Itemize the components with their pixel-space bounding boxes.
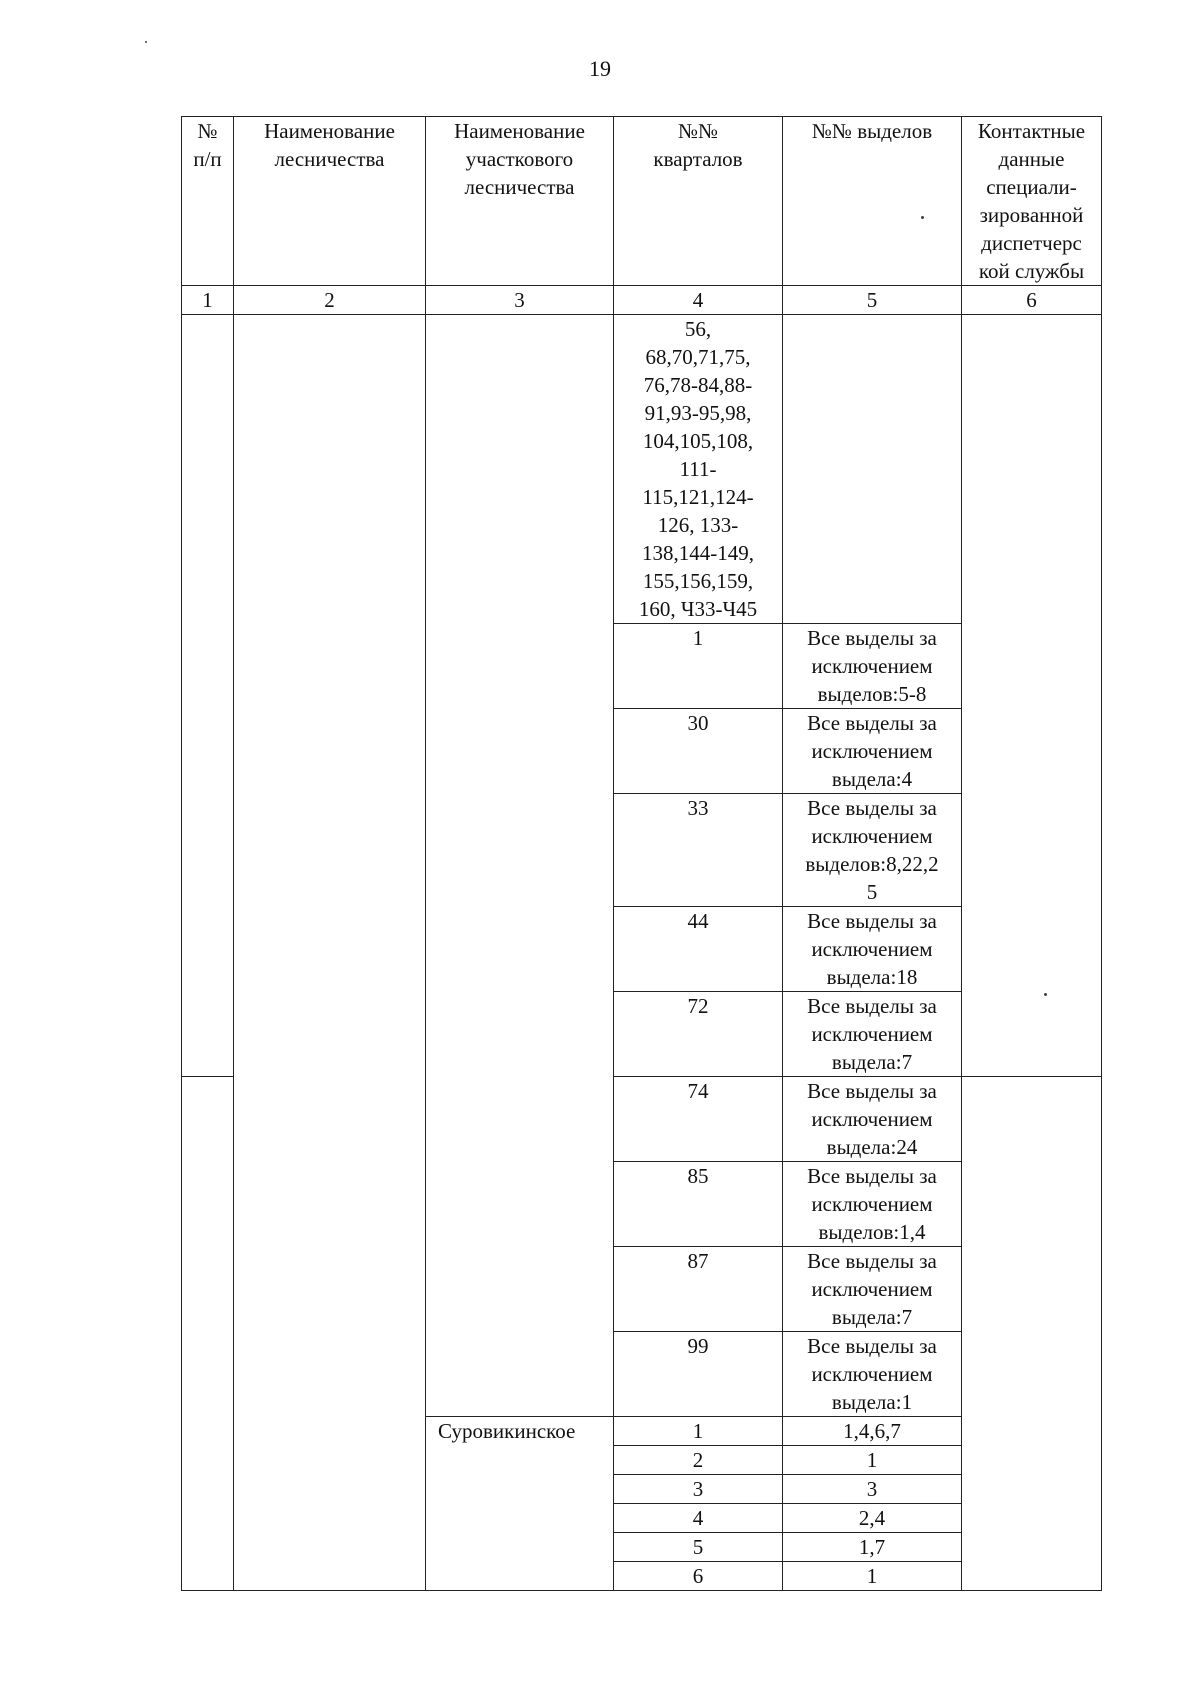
compartments-text: выдела:7: [831, 1050, 913, 1074]
compartments-cell: [783, 794, 962, 907]
compartments-text: выдела:24: [826, 1135, 918, 1159]
compartments-text: Все выделы за: [807, 1334, 937, 1358]
quarter-cell: 74: [614, 1077, 783, 1162]
forestry-name-cell: [234, 1077, 426, 1591]
compartments-text: Все выделы за: [807, 711, 937, 735]
row-number-cell: [182, 1077, 234, 1591]
compartments-text: выдела:7: [831, 1305, 913, 1329]
quarter-cell: 6: [614, 1562, 783, 1591]
table-row: [182, 315, 1102, 624]
compartments-cell: [783, 709, 962, 794]
compartments-text: Все выделы за: [807, 1249, 937, 1273]
compartments-text: исключением: [811, 1107, 933, 1131]
quarters-text: 155,156,159,: [642, 569, 754, 593]
district-name-cell: [426, 315, 614, 1077]
quarters-cell: [614, 315, 783, 624]
compartments-text: выдела:18: [826, 965, 918, 989]
header-cell: [783, 117, 962, 286]
header-cell: [426, 117, 614, 286]
compartments-cell: [783, 1077, 962, 1162]
compartments-text: Все выделы за: [807, 796, 937, 820]
column-number-cell: 1: [182, 286, 234, 315]
quarter-cell: 87: [614, 1247, 783, 1332]
compartments-cell: [783, 1162, 962, 1247]
compartments-text: исключением: [811, 654, 933, 678]
column-number-cell: 5: [783, 286, 962, 315]
header-text: Наименование: [264, 119, 395, 143]
quarters-text: 104,105,108,: [642, 429, 754, 453]
quarter-cell: 72: [614, 992, 783, 1077]
quarters-text: 76,78-84,88-: [643, 373, 753, 397]
compartments-cell: 1,7: [783, 1533, 962, 1562]
quarters-text: 160, Ч33-Ч45: [638, 597, 758, 621]
header-text: диспетчерс: [981, 231, 1082, 255]
header-text: №№ выделов: [811, 119, 933, 143]
compartments-cell: 2,4: [783, 1504, 962, 1533]
compartments-text: 5: [866, 880, 878, 904]
header-text: специали-: [986, 175, 1077, 199]
header-cell: [614, 117, 783, 286]
contacts-cell: [962, 315, 1102, 1077]
header-text: п/п: [193, 147, 222, 171]
compartments-text: выдела:4: [831, 767, 913, 791]
quarters-text: 68,70,71,75,: [645, 345, 751, 369]
compartments-text: исключением: [811, 937, 933, 961]
quarter-cell: 3: [614, 1475, 783, 1504]
quarter-cell: 30: [614, 709, 783, 794]
row-number-cell: [182, 315, 234, 1077]
district-name-cell: Суровикинское: [426, 1417, 614, 1591]
header-text: лесничества: [464, 175, 575, 199]
compartments-cell: [783, 315, 962, 624]
header-text: №№: [677, 119, 719, 143]
quarter-cell: 99: [614, 1332, 783, 1417]
compartments-text: выделов:5-8: [817, 682, 927, 706]
quarters-text: 56,: [684, 317, 712, 341]
compartments-text: исключением: [811, 1192, 933, 1216]
column-number-cell: 3: [426, 286, 614, 315]
quarter-cell: 2: [614, 1446, 783, 1475]
quarters-text: 111-: [679, 457, 717, 481]
header-text: лесничества: [274, 147, 385, 171]
quarter-cell: 1: [614, 1417, 783, 1446]
forestry-name-cell: [234, 315, 426, 1077]
compartments-text: Все выделы за: [807, 994, 937, 1018]
header-text: №: [197, 119, 218, 143]
compartments-text: выдела:1: [831, 1390, 913, 1414]
compartments-text: Все выделы за: [807, 1164, 937, 1188]
compartments-cell: [783, 907, 962, 992]
quarters-text: 138,144-149,: [642, 541, 754, 565]
header-text: Контактные: [977, 119, 1086, 143]
header-cell: [182, 117, 234, 286]
compartments-cell: 1,4,6,7: [783, 1417, 962, 1446]
compartments-text: Все выделы за: [807, 1079, 937, 1103]
header-text: данные: [998, 147, 1065, 171]
scan-speck: [145, 41, 147, 43]
forestry-table: [181, 116, 1102, 1591]
column-number-cell: 4: [614, 286, 783, 315]
district-name-cell: [426, 1077, 614, 1417]
header-text: участкового: [465, 147, 574, 171]
scan-speck: [1044, 993, 1047, 996]
page-number: 19: [589, 56, 611, 81]
quarter-cell: 1: [614, 624, 783, 709]
compartments-cell: [783, 1247, 962, 1332]
compartments-cell: [783, 624, 962, 709]
contacts-cell: [962, 1077, 1102, 1591]
compartments-text: исключением: [811, 1362, 933, 1386]
quarter-cell: 85: [614, 1162, 783, 1247]
compartments-cell: [783, 1332, 962, 1417]
quarter-cell: 33: [614, 794, 783, 907]
compartments-text: выделов:1,4: [818, 1220, 926, 1244]
quarters-text: 126, 133-: [657, 513, 739, 537]
compartments-text: Все выделы за: [807, 626, 937, 650]
header-text: зированной: [979, 203, 1084, 227]
scan-speck: [921, 216, 924, 219]
header-text: кой службы: [978, 259, 1085, 283]
header-row: [182, 117, 1102, 286]
header-text: кварталов: [653, 147, 743, 171]
compartments-cell: 3: [783, 1475, 962, 1504]
compartments-text: выделов:8,22,2: [805, 852, 939, 876]
compartments-cell: 1: [783, 1446, 962, 1475]
table-row: [182, 1077, 1102, 1162]
compartments-text: исключением: [811, 1277, 933, 1301]
quarter-cell: 5: [614, 1533, 783, 1562]
compartments-cell: [783, 992, 962, 1077]
compartments-text: Все выделы за: [807, 909, 937, 933]
header-cell: [962, 117, 1102, 286]
quarter-cell: 44: [614, 907, 783, 992]
compartments-text: исключением: [811, 824, 933, 848]
column-number-cell: 6: [962, 286, 1102, 315]
header-cell: [234, 117, 426, 286]
quarter-cell: 4: [614, 1504, 783, 1533]
quarters-text: 115,121,124-: [642, 485, 754, 509]
column-number-cell: 2: [234, 286, 426, 315]
quarters-text: 91,93-95,98,: [644, 401, 752, 425]
header-text: Наименование: [454, 119, 585, 143]
column-number-row: [182, 286, 1102, 315]
compartments-cell: 1: [783, 1562, 962, 1591]
compartments-text: исключением: [811, 739, 933, 763]
compartments-text: исключением: [811, 1022, 933, 1046]
